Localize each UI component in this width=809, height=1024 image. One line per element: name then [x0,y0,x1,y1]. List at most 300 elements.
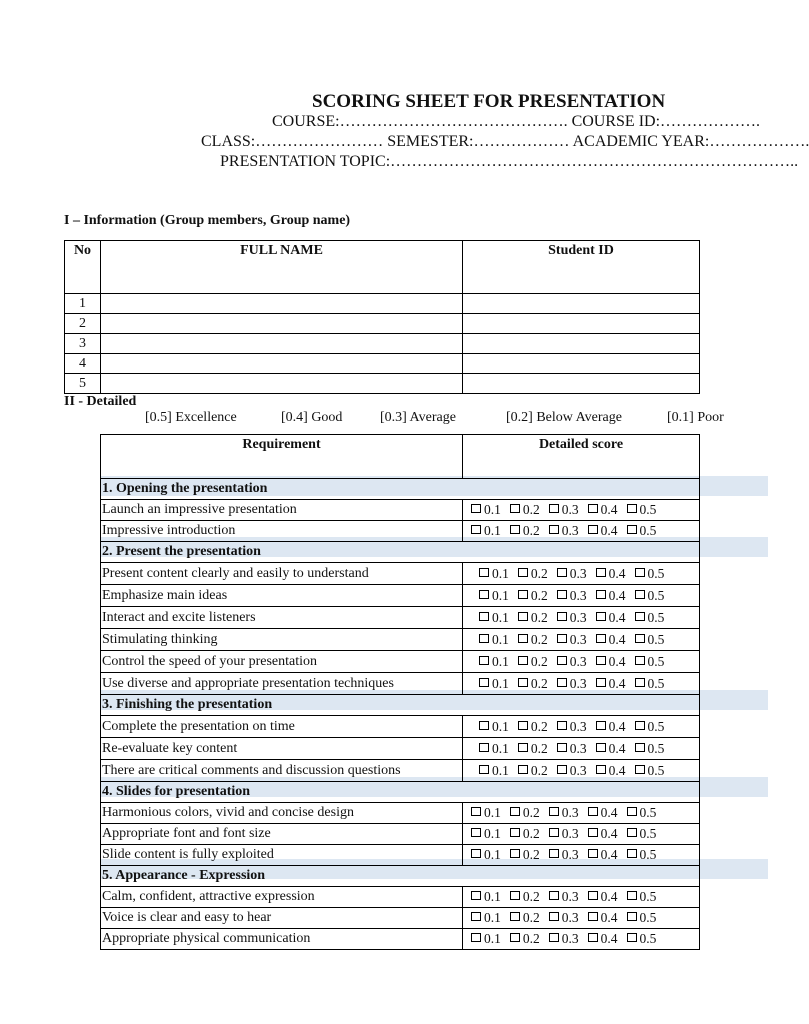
checkbox-square-icon [635,765,645,774]
checkbox-square-icon [510,525,520,534]
page-title: SCORING SHEET FOR PRESENTATION [312,91,666,112]
category-title: 5. Appearance - Expression [101,866,700,887]
legend-poor: [0.1] Poor [667,410,724,425]
score-value: 0.5 [639,502,657,517]
score-checkbox[interactable] [479,588,509,604]
criterion-label: Calm, confident, attractive expression [101,887,463,908]
category-row [101,542,700,563]
score-value: 0.1 [484,910,501,925]
score-checkbox[interactable] [479,632,509,648]
checkbox-square-icon [557,568,567,577]
score-value: 0.2 [522,889,540,904]
score-checkbox[interactable] [635,632,665,648]
checkbox-square-icon [471,525,481,534]
checkbox-square-icon [635,656,645,665]
score-checkbox[interactable] [518,566,548,582]
criterion-label: Slide content is fully exploited [101,845,463,866]
score-options [463,716,700,738]
score-value: 0.2 [530,587,548,603]
score-checkbox[interactable] [557,676,587,692]
score-value: 0.5 [639,931,657,946]
criterion-row [101,716,700,738]
score-value: 0.3 [561,805,579,820]
score-value: 0.3 [561,826,579,841]
score-options [463,673,700,695]
score-checkbox[interactable] [588,931,618,947]
score-value: 0.5 [647,675,665,691]
score-checkbox[interactable] [596,763,626,779]
score-checkbox[interactable] [596,719,626,735]
score-checkbox[interactable] [635,610,665,626]
score-checkbox[interactable] [479,676,509,692]
checkbox-square-icon [479,634,489,643]
score-checkbox[interactable] [518,763,548,779]
score-value: 0.4 [608,675,626,691]
score-checkbox[interactable] [510,805,540,821]
row-number: 4 [65,354,101,374]
score-checkbox[interactable] [479,566,509,582]
score-checkbox[interactable] [518,610,548,626]
checkbox-square-icon [518,743,528,752]
score-value: 0.5 [647,587,665,603]
checkbox-square-icon [588,933,598,942]
score-value: 0.5 [639,523,657,538]
criterion-row [101,651,700,673]
score-value: 0.2 [522,910,540,925]
score-checkbox[interactable] [471,826,501,842]
score-value: 0.5 [639,910,657,925]
checkbox-square-icon [557,634,567,643]
score-value: 0.2 [522,847,540,862]
checkbox-square-icon [557,721,567,730]
checkbox-square-icon [549,933,559,942]
score-value: 0.5 [647,565,665,581]
checkbox-square-icon [510,807,520,816]
criterion-label: Stimulating thinking [101,629,463,651]
score-checkbox[interactable] [479,654,509,670]
scoring-table [100,434,700,950]
score-value: 0.2 [522,805,540,820]
criterion-row [101,585,700,607]
checkbox-square-icon [627,504,637,513]
score-options [463,607,700,629]
score-checkbox[interactable] [549,523,579,539]
score-checkbox[interactable] [549,910,579,926]
score-checkbox[interactable] [479,763,509,779]
score-checkbox[interactable] [588,523,618,539]
score-checkbox[interactable] [471,847,501,863]
col-fullname-header: FULL NAME [101,241,463,294]
score-checkbox[interactable] [557,719,587,735]
score-checkbox[interactable] [549,502,579,518]
category-title: 4. Slides for presentation [101,782,700,803]
checkbox-square-icon [549,525,559,534]
score-value: 0.4 [600,523,618,538]
legend-below-average: [0.2] Below Average [506,410,622,425]
score-checkbox[interactable] [471,805,501,821]
score-value: 0.5 [639,889,657,904]
score-checkbox[interactable] [596,741,626,757]
score-checkbox[interactable] [518,588,548,604]
group-members-table [64,240,700,394]
checkbox-square-icon [596,656,606,665]
checkbox-square-icon [549,912,559,921]
checkbox-square-icon [588,807,598,816]
score-checkbox[interactable] [510,502,540,518]
score-value: 0.3 [561,847,579,862]
member-row [65,294,700,314]
score-checkbox[interactable] [518,654,548,670]
checkbox-square-icon [479,721,489,730]
criterion-label: Impressive introduction [101,521,463,542]
checkbox-square-icon [635,634,645,643]
score-value: 0.1 [492,565,509,581]
score-value: 0.3 [561,889,579,904]
score-checkbox[interactable] [518,719,548,735]
score-checkbox[interactable] [510,826,540,842]
checkbox-square-icon [588,912,598,921]
score-checkbox[interactable] [635,654,665,670]
score-checkbox[interactable] [557,763,587,779]
score-checkbox[interactable] [627,910,657,926]
checkbox-square-icon [471,891,481,900]
checkbox-square-icon [479,678,489,687]
score-checkbox[interactable] [549,847,579,863]
score-value: 0.5 [639,847,657,862]
checkbox-square-icon [479,656,489,665]
criterion-row [101,500,700,521]
score-checkbox[interactable] [510,889,540,905]
criterion-label: Launch an impressive presentation [101,500,463,521]
score-options [463,563,700,585]
score-value: 0.1 [492,675,509,691]
score-value: 0.4 [608,609,626,625]
course-line: COURSE:……………………………………. COURSE ID:………………. [272,113,761,130]
checkbox-square-icon [627,891,637,900]
score-value: 0.4 [600,847,618,862]
criterion-row [101,738,700,760]
score-checkbox[interactable] [557,741,587,757]
score-checkbox[interactable] [557,588,587,604]
score-value: 0.3 [569,718,587,734]
category-row [101,866,700,887]
score-options [463,803,700,824]
checkbox-square-icon [627,525,637,534]
criterion-label: Voice is clear and easy to hear [101,908,463,929]
score-value: 0.4 [608,631,626,647]
criterion-row [101,607,700,629]
checkbox-square-icon [471,504,481,513]
score-checkbox[interactable] [588,847,618,863]
score-value: 0.1 [492,631,509,647]
score-options [463,929,700,950]
score-value: 0.3 [561,931,579,946]
score-checkbox[interactable] [627,523,657,539]
checkbox-square-icon [518,634,528,643]
category-row [101,695,700,716]
checkbox-square-icon [510,828,520,837]
score-value: 0.5 [647,631,665,647]
criterion-row [101,929,700,950]
checkbox-square-icon [596,590,606,599]
row-number: 2 [65,314,101,334]
checkbox-square-icon [518,678,528,687]
studentid-cell[interactable] [463,334,700,354]
score-value: 0.2 [522,826,540,841]
score-value: 0.1 [484,826,501,841]
score-value: 0.1 [484,502,501,517]
score-checkbox[interactable] [635,588,665,604]
checkbox-square-icon [627,912,637,921]
score-checkbox[interactable] [596,588,626,604]
checkbox-square-icon [510,849,520,858]
checkbox-square-icon [588,849,598,858]
checkbox-square-icon [557,590,567,599]
score-value: 0.5 [647,609,665,625]
checkbox-square-icon [596,568,606,577]
criterion-row [101,673,700,695]
score-checkbox[interactable] [627,826,657,842]
col-requirement-header: Requirement [101,435,463,479]
checkbox-square-icon [635,678,645,687]
checkbox-square-icon [588,891,598,900]
score-value: 0.2 [522,931,540,946]
fullname-cell[interactable] [101,334,463,354]
checkbox-square-icon [510,504,520,513]
score-checkbox[interactable] [549,931,579,947]
category-title: 1. Opening the presentation [101,479,700,500]
fullname-cell[interactable] [101,374,463,394]
row-number: 5 [65,374,101,394]
fullname-cell[interactable] [101,354,463,374]
score-checkbox[interactable] [518,632,548,648]
studentid-cell[interactable] [463,374,700,394]
score-value: 0.1 [492,653,509,669]
score-checkbox[interactable] [510,523,540,539]
legend-good: [0.4] Good [281,410,343,425]
score-value: 0.4 [600,805,618,820]
row-number: 3 [65,334,101,354]
legend-excellence: [0.5] Excellence [145,410,237,425]
score-value: 0.2 [530,675,548,691]
score-value: 0.4 [608,565,626,581]
checkbox-square-icon [471,807,481,816]
score-checkbox[interactable] [471,523,501,539]
score-value: 0.3 [569,675,587,691]
checkbox-square-icon [635,568,645,577]
row-number: 1 [65,294,101,314]
score-checkbox[interactable] [471,910,501,926]
score-options [463,887,700,908]
criterion-label: Interact and excite listeners [101,607,463,629]
score-options [463,500,700,521]
score-checkbox[interactable] [549,805,579,821]
score-checkbox[interactable] [471,889,501,905]
studentid-cell[interactable] [463,314,700,334]
score-checkbox[interactable] [596,654,626,670]
score-checkbox[interactable] [518,741,548,757]
score-checkbox[interactable] [588,805,618,821]
member-row [65,314,700,334]
score-checkbox[interactable] [596,676,626,692]
score-checkbox[interactable] [518,676,548,692]
score-checkbox[interactable] [635,741,665,757]
score-value: 0.2 [530,718,548,734]
checkbox-square-icon [596,678,606,687]
score-checkbox[interactable] [479,741,509,757]
score-options [463,845,700,866]
criterion-label: Appropriate font and font size [101,824,463,845]
score-value: 0.1 [484,805,501,820]
score-checkbox[interactable] [596,566,626,582]
score-value: 0.4 [600,931,618,946]
score-value: 0.5 [647,762,665,778]
criterion-label: There are critical comments and discussion questions [101,760,463,782]
score-value: 0.2 [530,762,548,778]
checkbox-square-icon [549,849,559,858]
checkbox-square-icon [510,912,520,921]
score-checkbox[interactable] [557,654,587,670]
score-checkbox[interactable] [596,610,626,626]
score-value: 0.1 [492,718,509,734]
score-checkbox[interactable] [479,610,509,626]
checkbox-square-icon [471,849,481,858]
criterion-label: Control the speed of your presentation [101,651,463,673]
checkbox-square-icon [557,656,567,665]
criterion-label: Harmonious colors, vivid and concise design [101,803,463,824]
score-options [463,629,700,651]
checkbox-square-icon [518,590,528,599]
checkbox-square-icon [518,721,528,730]
score-value: 0.3 [569,609,587,625]
score-checkbox[interactable] [627,502,657,518]
score-value: 0.1 [484,847,501,862]
score-checkbox[interactable] [510,931,540,947]
checkbox-square-icon [479,765,489,774]
legend-average: [0.3] Average [380,410,456,425]
score-value: 0.1 [492,740,509,756]
category-title: 2. Present the presentation [101,542,700,563]
score-checkbox[interactable] [479,719,509,735]
score-checkbox[interactable] [635,676,665,692]
score-checkbox[interactable] [627,847,657,863]
studentid-cell[interactable] [463,294,700,314]
topic-line: PRESENTATION TOPIC:………………………………………………………………….. [220,153,799,170]
criterion-label: Use diverse and appropriate presentation techniques [101,673,463,695]
score-checkbox[interactable] [557,632,587,648]
score-value: 0.3 [561,910,579,925]
score-options [463,760,700,782]
checkbox-square-icon [518,612,528,621]
criterion-label: Re-evaluate key content [101,738,463,760]
checkbox-square-icon [518,656,528,665]
score-checkbox[interactable] [557,610,587,626]
checkbox-square-icon [479,612,489,621]
score-value: 0.4 [608,653,626,669]
checkbox-square-icon [557,612,567,621]
score-value: 0.4 [600,502,618,517]
score-value: 0.3 [569,740,587,756]
member-row [65,374,700,394]
score-value: 0.2 [530,653,548,669]
fullname-cell[interactable] [101,294,463,314]
member-row [65,334,700,354]
score-checkbox[interactable] [588,826,618,842]
section-detailed-heading: II - Detailed [64,394,137,409]
fullname-cell[interactable] [101,314,463,334]
criterion-row [101,521,700,542]
score-checkbox[interactable] [549,826,579,842]
score-checkbox[interactable] [588,889,618,905]
score-value: 0.4 [600,889,618,904]
criterion-row [101,629,700,651]
checkbox-square-icon [557,743,567,752]
checkbox-square-icon [588,828,598,837]
checkbox-square-icon [518,568,528,577]
criterion-row [101,803,700,824]
score-checkbox[interactable] [627,889,657,905]
score-checkbox[interactable] [635,763,665,779]
checkbox-square-icon [627,933,637,942]
checkbox-square-icon [518,765,528,774]
checkbox-square-icon [510,933,520,942]
checkbox-square-icon [479,568,489,577]
score-value: 0.5 [647,740,665,756]
score-value: 0.3 [569,587,587,603]
criterion-row [101,887,700,908]
score-value: 0.2 [530,609,548,625]
score-value: 0.3 [561,502,579,517]
col-no-header: No [65,241,101,294]
category-row [101,479,700,500]
score-checkbox[interactable] [627,805,657,821]
checkbox-square-icon [596,634,606,643]
criterion-row [101,908,700,929]
score-checkbox[interactable] [627,931,657,947]
checkbox-square-icon [627,849,637,858]
score-value: 0.5 [639,826,657,841]
score-checkbox[interactable] [549,889,579,905]
score-checkbox[interactable] [471,931,501,947]
member-row [65,354,700,374]
score-checkbox[interactable] [510,847,540,863]
score-value: 0.3 [569,631,587,647]
checkbox-square-icon [471,933,481,942]
checkbox-square-icon [596,721,606,730]
score-checkbox[interactable] [635,566,665,582]
score-checkbox[interactable] [588,502,618,518]
score-value: 0.3 [561,523,579,538]
score-value: 0.3 [569,565,587,581]
criterion-label: Complete the presentation on time [101,716,463,738]
checkbox-square-icon [549,828,559,837]
criterion-row [101,824,700,845]
checkbox-square-icon [596,743,606,752]
checkbox-square-icon [588,525,598,534]
score-checkbox[interactable] [588,910,618,926]
checkbox-square-icon [557,678,567,687]
studentid-cell[interactable] [463,354,700,374]
score-value: 0.1 [492,762,509,778]
score-checkbox[interactable] [510,910,540,926]
checkbox-square-icon [549,807,559,816]
score-checkbox[interactable] [557,566,587,582]
checkbox-square-icon [627,807,637,816]
score-checkbox[interactable] [635,719,665,735]
score-checkbox[interactable] [596,632,626,648]
score-checkbox[interactable] [471,502,501,518]
checkbox-square-icon [635,612,645,621]
